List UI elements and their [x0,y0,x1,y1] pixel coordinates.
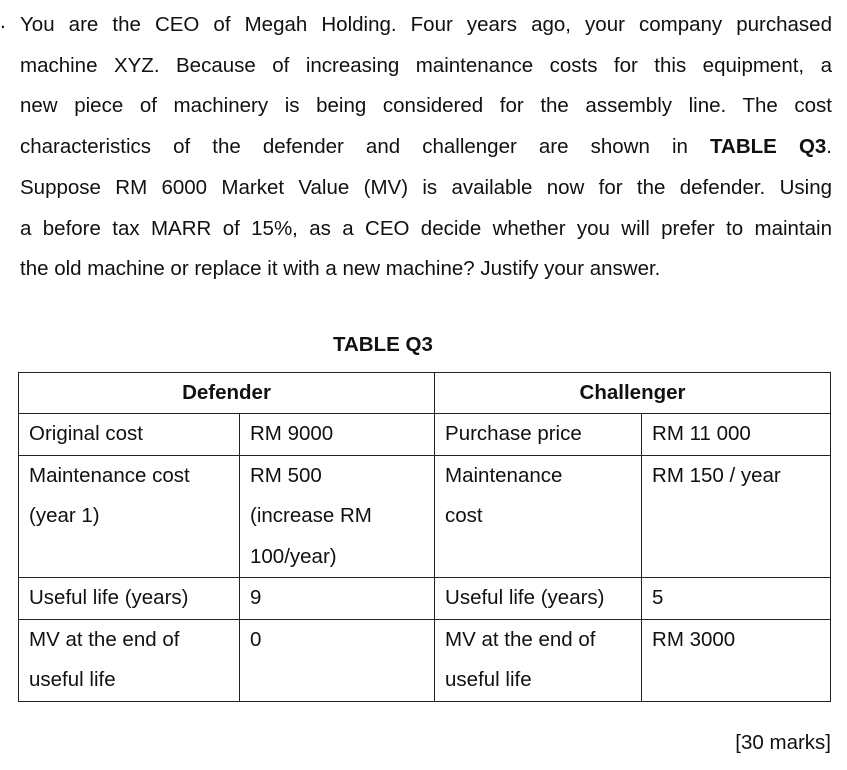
cell-line: Maintenance cost [29,463,190,487]
table-title-text: TABLE Q3 [333,333,433,356]
cell-line: useful life [29,668,116,691]
question-line: Suppose RM 6000 Market Value (MV) is available now for the defender. Using [20,175,832,199]
question-bullet: . [0,10,6,33]
question-line-with-reference [20,127,832,168]
question-line: the old machine or replace it with a new machine? Justify your answer. [20,257,661,281]
cell-line: (increase RM [250,504,372,527]
question-line: machine XYZ. Because of increasing maintenance costs for this equipment, a [20,53,832,77]
table-reference: TABLE Q3 [710,135,827,159]
cell-line: RM 11 000 [652,422,751,445]
challenger-value-cell [642,619,831,701]
table-row [19,414,831,456]
marks-label: [30 marks] [735,731,831,754]
cell-line: RM 3000 [652,627,736,651]
cell-line: 100/year) [250,544,337,568]
cell-line: RM 150 / year [652,463,781,487]
cell-line: 5 [652,586,664,609]
comparison-table [18,372,831,702]
question-line: a before tax MARR of 15%, as a CEO decide whether you will prefer to maintain [20,216,832,240]
defender-value-cell [240,455,435,578]
defender-label-cell [19,414,240,456]
question-line-period: . [826,135,832,159]
cell-line: Maintenance [445,463,563,487]
defender-value-cell [240,578,435,620]
cell-line: Useful life (years) [29,586,189,609]
table-row [19,455,831,578]
question-text [20,5,832,290]
cell-line: Useful life (years) [445,586,605,609]
defender-label-cell [19,578,240,620]
challenger-value-cell [642,455,831,578]
defender-value-cell [240,619,435,701]
challenger-value-cell [642,414,831,456]
cell-line: Original cost [29,422,143,445]
challenger-header: Challenger [435,373,831,414]
question-line: You are the CEO of Megah Holding. Four years ago, your company purchased [20,13,832,36]
cell-line: RM 9000 [250,422,334,445]
cell-line: useful life [445,668,532,691]
cell-line: RM 500 [250,463,322,487]
challenger-label-cell [435,578,642,620]
challenger-label-cell [435,619,642,701]
cell-line: cost [445,504,483,527]
cell-line: MV at the end of [29,627,180,651]
cell-line: 9 [250,586,262,609]
defender-value-cell [240,414,435,456]
challenger-value-cell [642,578,831,620]
cell-line: Purchase price [445,422,582,445]
cell-line: (year 1) [29,504,100,527]
table-row [19,578,831,620]
defender-label-cell [19,455,240,578]
defender-header: Defender [19,373,435,414]
table-header-row [19,373,831,414]
cell-line: MV at the end of [445,627,596,651]
cell-line: 0 [250,627,262,651]
question-line-text: characteristics of the defender and challenger are shown in [20,135,688,159]
question-line: new piece of machinery is being considered for the assembly line. The cost [20,94,832,118]
defender-label-cell [19,619,240,701]
challenger-label-cell [435,414,642,456]
challenger-label-cell [435,455,642,578]
table-row [19,619,831,701]
